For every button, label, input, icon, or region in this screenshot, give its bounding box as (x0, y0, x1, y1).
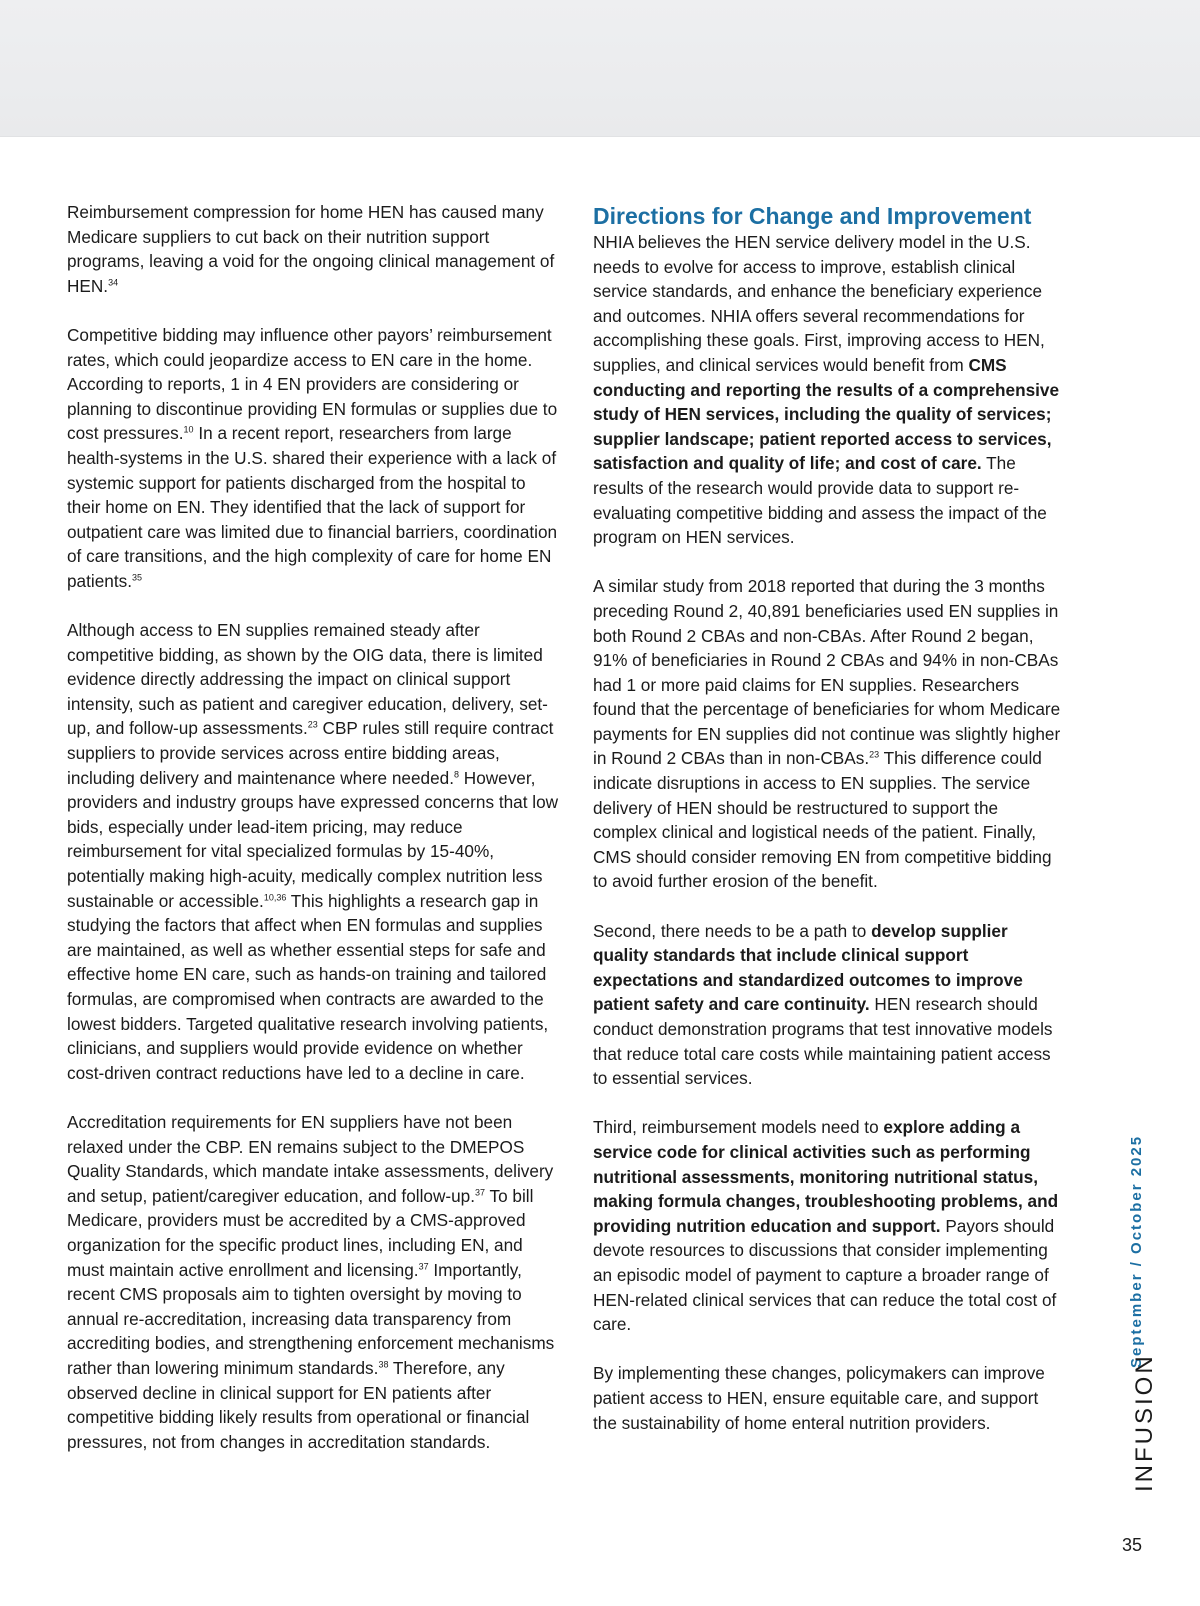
issue-date: September / October 2025 (1128, 1134, 1145, 1368)
page-number: 35 (1122, 1535, 1143, 1555)
paragraph: By implementing these changes, policymakers can improve patient access to HEN, ensure equitable care, and support the sustainability of home enteral nutrition providers. (593, 1363, 1045, 1433)
footnote-ref: 37 (475, 1187, 486, 1197)
bold-emphasis: CMS conducting and reporting the results of a comprehensive study of HEN services, including the quality of services; supplier landscape; patient reported access to services, satisfaction and quality of life; and cost of care. (593, 354, 1060, 474)
magazine-logo: INFUSION (1131, 1353, 1158, 1492)
header-band (0, 0, 1200, 137)
paragraph: Accreditation requirements for EN suppliers have not been relaxed under the CBP. EN remains subject to the DMEPOS Quality Standards, which mandate intake assessments, delivery and setup, patient/caregiver education, and follow-up.$^{37}$ To bill Medicare, providers must be accredited by a CMS-approved organization for the specific product lines, including EN, and must maintain active enrollment and licensing.$^{37}$ Importantly, recent CMS proposals aim to tighten oversight by moving to annual re-accreditation, increasing data transparency from accrediting bodies, and strengthening enforcement mechanisms rather than lowering minimum standards.$^{38}$ Therefore, any observed decline in clinical support for EN patients after competitive bidding likely results from operational or financial pressures, not from changes in accreditation standards. (67, 1111, 555, 1452)
paragraph: Second, there needs to be a path to develop supplier quality standards that include clinical support expectations and standardized outcomes to improve patient safety and care continuity. HEN research should conduct demonstration programs that test innovative models that reduce total care costs while maintaining patient access to essential services. (593, 920, 1053, 1089)
paragraph: Although access to EN supplies remained steady after competitive bidding, as shown by the OIG data, there is limited evidence directly addressing the impact on clinical support intensity, such as patient and caregiver education, delivery, set-up, and follow-up assessments.$^{23}$ CBP rules still require contract suppliers to provide services across entire bidding areas, including delivery and maintenance where needed.$^8$ However, providers and industry groups have expressed concerns that low bids, especially under lead-item pricing, may reduce reimbursement for vital specialized formulas by 15-40%, potentially making high-acuity, medically complex nutrition less sustainable or accessible.$^{10,36}$ This highlights a research gap in studying the factors that affect when EN formulas and supplies are maintained, as well as whether essential steps for safe and effective home EN care, such as hands-on training and tailored formulas, are compromised when contracts are awarded to the lowest bidders. Targeted qualitative research involving patients, clinicians, and suppliers would provide evidence on whether cost-driven contract reductions have led to a decline in care. (67, 620, 559, 1083)
section-heading: Directions for Change and Improvement (593, 203, 1032, 229)
bold-emphasis: explore adding a service code for clinical activities such as performing nutritional assessments, monitoring nutritional status, making formula changes, troubleshooting problems, and providing nutrition education and support. (593, 1117, 1059, 1236)
footnote-ref: 38 (378, 1359, 389, 1370)
footnote-ref: 8 (453, 768, 459, 779)
bold-emphasis: develop supplier quality standards that include clinical support expectations and standardized outcomes to improve patient safety and care continuity. (593, 920, 1023, 1015)
paragraph: A similar study from 2018 reported that during the 3 months preceding Round 2, 40,891 beneficiaries used EN supplies in both Round 2 CBAs and non-CBAs. After Round 2 began, 91% of beneficiaries in Round 2 CBAs and 94% in non-CBAs had 1 or more paid claims for EN supplies. Researchers found that the percentage of beneficiaries for whom Medicare payments for EN supplies did not continue was slightly higher in Round 2 CBAs than in non-CBAs.$^{23}$ This difference could indicate disruptions in access to EN supplies. The service delivery of HEN should be restructured to support the complex clinical and logistical needs of the patient. Finally, CMS should consider removing EN from competitive bidding to avoid further erosion of the benefit. (593, 576, 1061, 892)
paragraph: Third, reimbursement models need to explore adding a service code for clinical activities such as performing nutritional assessments, monitoring nutritional status, making formula changes, troubleshooting problems, and providing nutrition education and support. Payors should devote resources to discussions that consider implementing an episodic model of payment to capture a broader range of HEN-related clinical services that can reduce the total cost of care. (593, 1117, 1059, 1335)
paragraph: Competitive bidding may influence other payors’ reimbursement rates, which could jeopardize access to EN care in the home. According to reports, 1 in 4 EN providers are considering or planning to discontinue providing EN formulas or supplies due to cost pressures.$^{10}$ In a recent report, researchers from large health-systems in the U.S. shared their experience with a lack of systemic support for patients discharged from the hospital to their home on EN. They identified that the lack of support for outpatient care was limited due to financial barriers, coordination of care transitions, and the high complexity of care for home EN patients.$^{35}$ (67, 324, 558, 591)
footnote-ref: 34 (108, 277, 119, 288)
left-column (67, 200, 559, 1454)
footnote-ref: 35 (131, 572, 142, 583)
footnote-ref: 10 (183, 424, 194, 435)
footnote-ref: 23 (307, 719, 318, 730)
footnote-ref: 10,36 (263, 891, 287, 902)
footnote-ref: 23 (869, 749, 880, 760)
paragraph: NHIA believes the HEN service delivery model in the U.S. needs to evolve for access to improve, establish clinical service standards, and enhance the beneficiary experience and outcomes. NHIA offers several recommendations for accomplishing these goals. First, improving access to HEN, supplies, and clinical services would benefit from CMS conducting and reporting the results of a comprehensive study of HEN services, including the quality of services; supplier landscape; patient reported access to services, satisfaction and quality of life; and cost of care. The results of the research would provide data to support re-evaluating competitive bidding and assess the impact of the program on HEN services. (593, 232, 1060, 548)
paragraph: Reimbursement compression for home HEN has caused many Medicare suppliers to cut back on their nutrition support programs, leaving a void for the ongoing clinical management of HEN.$^{34}$ (67, 202, 555, 296)
right-column (593, 200, 1063, 1435)
footnote-ref: 37 (418, 1260, 429, 1271)
